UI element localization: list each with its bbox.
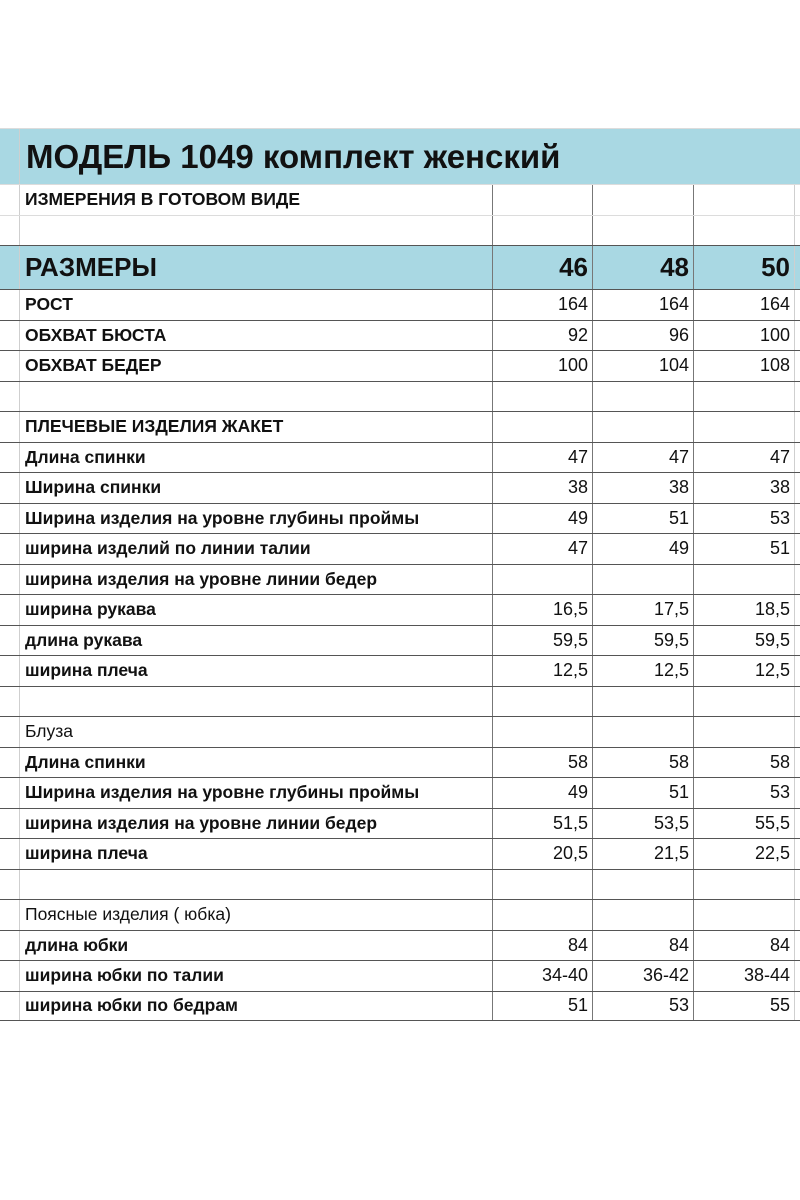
- row-label: ОБХВАТ БЮСТА: [25, 324, 167, 345]
- table-row: [0, 991, 800, 1022]
- value-cell: 59,5: [694, 626, 795, 656]
- value-cell: 58: [593, 748, 694, 778]
- value-cell: [694, 870, 795, 900]
- value-cell: [694, 900, 795, 930]
- table-row: [0, 625, 800, 656]
- value-cell: [492, 900, 593, 930]
- value-cell: [694, 412, 795, 442]
- value-cell: 164: [694, 290, 795, 320]
- row-label: Длина спинки: [25, 751, 146, 772]
- value-cell: [593, 717, 694, 747]
- row-gutter: [0, 412, 20, 442]
- value-cell: 49: [492, 778, 593, 808]
- value-cell: 16,5: [492, 595, 593, 625]
- row-gutter: [0, 839, 20, 869]
- table-row: [0, 472, 800, 503]
- measurement-sheet: [0, 128, 800, 1021]
- value-cell: [492, 382, 593, 412]
- size-46: 46: [492, 246, 593, 289]
- value-cell: 92: [492, 321, 593, 351]
- blank-row: [0, 215, 800, 246]
- value-cell: [492, 565, 593, 595]
- row-gutter: [0, 565, 20, 595]
- row-gutter: [0, 443, 20, 473]
- table-row: [0, 838, 800, 869]
- value-cell: 53,5: [593, 809, 694, 839]
- row-gutter: [0, 809, 20, 839]
- table-row: [0, 777, 800, 808]
- value-cell: 84: [694, 931, 795, 961]
- value-cell: [593, 870, 694, 900]
- row-gutter: [0, 534, 20, 564]
- value-cell: 20,5: [492, 839, 593, 869]
- value-cell: 47: [694, 443, 795, 473]
- row-label: длина юбки: [25, 934, 129, 955]
- row-label: ширина юбки по бедрам: [25, 995, 238, 1016]
- blank-row: [0, 381, 800, 412]
- sizes-header-row: [0, 245, 800, 289]
- row-label: Длина спинки: [25, 446, 146, 467]
- table-row: [0, 442, 800, 473]
- table-row: [0, 533, 800, 564]
- value-cell: 18,5: [694, 595, 795, 625]
- size-cell: [694, 185, 795, 215]
- row-label: РОСТ: [25, 294, 73, 315]
- table-row: [0, 747, 800, 778]
- row-gutter: [0, 900, 20, 930]
- row-gutter: [0, 656, 20, 686]
- table-row: [0, 320, 800, 351]
- value-cell: 47: [492, 534, 593, 564]
- value-cell: 58: [694, 748, 795, 778]
- value-cell: [593, 382, 694, 412]
- row-label: Ширина изделия на уровне глубины проймы: [25, 782, 420, 803]
- value-cell: 84: [593, 931, 694, 961]
- value-cell: 12,5: [694, 656, 795, 686]
- value-cell: 164: [492, 290, 593, 320]
- measurement-rows: [0, 289, 800, 1021]
- row-label: Ширина спинки: [25, 477, 162, 498]
- value-cell: 21,5: [593, 839, 694, 869]
- row-label: Поясные изделия ( юбка): [25, 904, 231, 925]
- size-cell: [593, 185, 694, 215]
- sheet-title: МОДЕЛЬ 1049 комплект женский: [26, 137, 561, 175]
- value-cell: [694, 717, 795, 747]
- table-row: [0, 503, 800, 534]
- value-cell: 12,5: [492, 656, 593, 686]
- sheet-subtitle: ИЗМЕРЕНИЯ В ГОТОВОМ ВИДЕ: [25, 189, 301, 210]
- value-cell: 34-40: [492, 961, 593, 991]
- row-gutter: [0, 687, 20, 717]
- row-gutter: [0, 717, 20, 747]
- value-cell: 22,5: [694, 839, 795, 869]
- table-row: [0, 960, 800, 991]
- value-cell: 58: [492, 748, 593, 778]
- value-cell: 51: [694, 534, 795, 564]
- row-label: Ширина изделия на уровне глубины проймы: [25, 507, 420, 528]
- value-cell: 51: [492, 992, 593, 1021]
- table-row: [0, 350, 800, 381]
- subtitle-row: [0, 184, 800, 215]
- row-gutter: [0, 216, 20, 246]
- value-cell: [492, 687, 593, 717]
- row-label: [20, 382, 492, 412]
- value-cell: 164: [593, 290, 694, 320]
- value-cell: 108: [694, 351, 795, 381]
- value-cell: 38-44: [694, 961, 795, 991]
- value-cell: 59,5: [492, 626, 593, 656]
- value-cell: 51: [593, 504, 694, 534]
- size-50: 50: [694, 246, 795, 289]
- value-cell: [694, 382, 795, 412]
- row-gutter: [0, 321, 20, 351]
- row-gutter: [0, 626, 20, 656]
- value-cell: [492, 412, 593, 442]
- value-cell: 53: [694, 504, 795, 534]
- value-cell: 53: [593, 992, 694, 1021]
- value-cell: 47: [593, 443, 694, 473]
- value-cell: 38: [492, 473, 593, 503]
- value-cell: [694, 687, 795, 717]
- value-cell: 100: [492, 351, 593, 381]
- value-cell: 55,5: [694, 809, 795, 839]
- row-gutter: [0, 382, 20, 412]
- row-label: ПЛЕЧЕВЫЕ ИЗДЕЛИЯ ЖАКЕТ: [25, 416, 284, 437]
- row-label: ширина плеча: [25, 843, 148, 864]
- value-cell: 55: [694, 992, 795, 1021]
- row-gutter: [0, 595, 20, 625]
- row-gutter: [0, 504, 20, 534]
- table-row: [0, 899, 800, 930]
- table-row: [0, 411, 800, 442]
- sizes-label: РАЗМЕРЫ: [25, 252, 157, 282]
- value-cell: [694, 565, 795, 595]
- value-cell: 84: [492, 931, 593, 961]
- title-row: [0, 128, 800, 184]
- blank-row: [0, 686, 800, 717]
- row-label: ширина плеча: [25, 660, 148, 681]
- blank-row: [0, 869, 800, 900]
- table-row: [0, 808, 800, 839]
- value-cell: 100: [694, 321, 795, 351]
- value-cell: [593, 687, 694, 717]
- row-gutter: [0, 185, 20, 215]
- value-cell: 59,5: [593, 626, 694, 656]
- value-cell: 53: [694, 778, 795, 808]
- value-cell: 96: [593, 321, 694, 351]
- table-row: [0, 655, 800, 686]
- value-cell: [492, 870, 593, 900]
- row-gutter: [0, 992, 20, 1021]
- row-gutter: [0, 748, 20, 778]
- value-cell: 17,5: [593, 595, 694, 625]
- table-row: [0, 594, 800, 625]
- table-row: [0, 716, 800, 747]
- value-cell: 36-42: [593, 961, 694, 991]
- value-cell: 104: [593, 351, 694, 381]
- size-48: 48: [593, 246, 694, 289]
- table-row: [0, 930, 800, 961]
- value-cell: 12,5: [593, 656, 694, 686]
- value-cell: 51,5: [492, 809, 593, 839]
- row-gutter: [0, 931, 20, 961]
- value-cell: 38: [694, 473, 795, 503]
- row-label: ОБХВАТ БЕДЕР: [25, 355, 162, 376]
- value-cell: [593, 412, 694, 442]
- row-gutter: [0, 246, 20, 289]
- row-gutter: [0, 351, 20, 381]
- row-gutter: [0, 778, 20, 808]
- value-cell: [492, 717, 593, 747]
- row-label: ширина изделия на уровне линии бедер: [25, 812, 378, 833]
- row-label: [20, 870, 492, 900]
- row-gutter: [0, 870, 20, 900]
- value-cell: 49: [492, 504, 593, 534]
- size-cell: [492, 185, 593, 215]
- row-label: длина рукава: [25, 629, 143, 650]
- table-row: [0, 289, 800, 320]
- value-cell: 47: [492, 443, 593, 473]
- value-cell: 49: [593, 534, 694, 564]
- row-gutter: [0, 473, 20, 503]
- value-cell: 51: [593, 778, 694, 808]
- row-label: ширина юбки по талии: [25, 965, 224, 986]
- row-label: Блуза: [25, 721, 74, 742]
- row-label: ширина изделия на уровне линии бедер: [25, 568, 378, 589]
- row-gutter: [0, 961, 20, 991]
- value-cell: [593, 900, 694, 930]
- value-cell: [593, 565, 694, 595]
- value-cell: 38: [593, 473, 694, 503]
- table-row: [0, 564, 800, 595]
- row-gutter: [0, 129, 20, 184]
- row-label: [20, 687, 492, 717]
- row-label: ширина рукава: [25, 599, 156, 620]
- row-label: ширина изделий по линии талии: [25, 538, 311, 559]
- row-gutter: [0, 290, 20, 320]
